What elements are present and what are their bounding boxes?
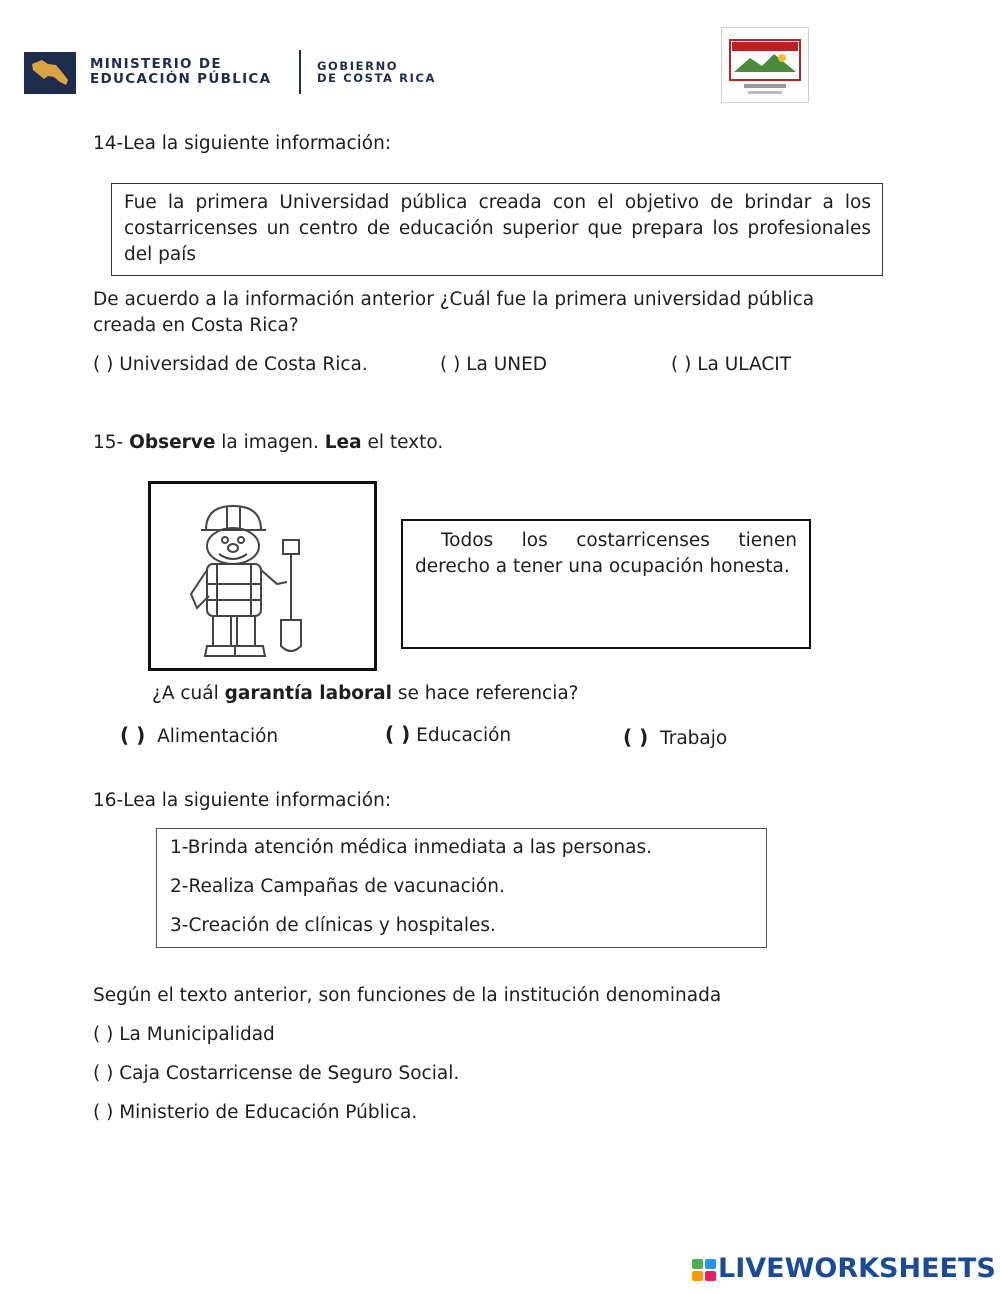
ministry-name: [90, 57, 271, 87]
q14-prompt: 14-Lea la siguiente información:: [93, 133, 392, 154]
option-label: Trabajo: [660, 728, 728, 749]
q15-passage: Todos los costarricenses tienen derecho a tener una ocupación honesta.: [415, 530, 797, 577]
q15-option-3[interactable]: [623, 724, 727, 752]
option-marker[interactable]: ( ): [385, 722, 411, 746]
option-label: La Municipalidad: [119, 1024, 275, 1045]
q15-prompt: [93, 430, 443, 456]
q16-item-1: 1-Brinda atención médica inmediata a las personas.: [170, 837, 652, 858]
q14-passage-box: [111, 183, 883, 276]
q16-info-box: [156, 828, 767, 948]
option-label: La ULACIT: [697, 354, 792, 375]
q14-option-2[interactable]: [440, 352, 547, 378]
option-marker[interactable]: ( ): [623, 725, 649, 749]
q15-text1: la imagen.: [221, 432, 319, 453]
option-label: Universidad de Costa Rica.: [119, 354, 368, 375]
q15-passage-box: [401, 519, 811, 649]
option-label: La UNED: [466, 354, 548, 375]
gov-line2: DE COSTA RICA: [317, 71, 437, 85]
q16-option-2[interactable]: [93, 1061, 459, 1087]
ministry-line1: MINISTERIO DE: [90, 56, 222, 72]
construction-worker-illustration: [151, 484, 374, 668]
ministry-line2: EDUCACIÓN PÚBLICA: [90, 71, 272, 87]
q14-question-line2: creada en Costa Rica?: [93, 315, 299, 336]
q16-option-1[interactable]: [93, 1022, 275, 1048]
liveworksheets-brand[interactable]: LIVEWORKSHEETS: [718, 1253, 996, 1284]
q14-option-3[interactable]: [671, 352, 791, 378]
q15-text2: el texto.: [367, 432, 444, 453]
q15-question-bold: garantía laboral: [224, 683, 392, 704]
q15-verb-lea: Lea: [324, 432, 362, 453]
liveworksheets-logo-icon: [692, 1259, 718, 1281]
gov-line1: GOBIERNO: [317, 59, 399, 73]
q15-option-1[interactable]: [120, 722, 278, 750]
q14-question-line1: De acuerdo a la información anterior ¿Cuál fue la primera universidad pública: [93, 289, 815, 310]
option-marker[interactable]: ( ): [440, 354, 461, 375]
q14-option-1[interactable]: [93, 352, 368, 378]
q15-option-2[interactable]: [385, 721, 511, 749]
costa-rica-map-icon: [24, 52, 76, 94]
q15-question-post: se hace referencia?: [397, 683, 579, 704]
school-crest-icon: [722, 28, 808, 102]
worker-image-frame: [148, 481, 377, 671]
option-label: Ministerio de Educación Pública.: [119, 1102, 418, 1123]
q15-verb-observe: Observe: [129, 432, 216, 453]
school-crest: [721, 27, 809, 103]
option-marker[interactable]: ( ): [120, 723, 146, 747]
government-name: [317, 60, 436, 84]
option-marker[interactable]: ( ): [93, 1102, 114, 1123]
q14-passage: Fue la primera Universidad pública creada con el objetivo de brindar a los costarricenses un centro de educación superior que prepara los profesionales del país: [124, 192, 871, 265]
q15-question: [152, 681, 579, 707]
header-divider: [299, 50, 301, 94]
option-marker[interactable]: ( ): [93, 354, 114, 375]
option-label: Educación: [416, 725, 512, 746]
mep-logo: [24, 52, 76, 94]
q16-item-3: 3-Creación de clínicas y hospitales.: [170, 915, 496, 936]
option-label: Caja Costarricense de Seguro Social.: [119, 1063, 460, 1084]
option-marker[interactable]: ( ): [93, 1063, 114, 1084]
q16-question: Según el texto anterior, son funciones de la institución denominada: [93, 985, 722, 1006]
option-marker[interactable]: ( ): [671, 354, 692, 375]
q16-option-3[interactable]: [93, 1100, 417, 1126]
q15-question-pre: ¿A cuál: [152, 683, 219, 704]
q16-prompt: 16-Lea la siguiente información:: [93, 790, 392, 811]
option-marker[interactable]: ( ): [93, 1024, 114, 1045]
option-label: Alimentación: [157, 726, 279, 747]
q15-number: 15-: [93, 432, 124, 453]
q16-item-2: 2-Realiza Campañas de vacunación.: [170, 876, 505, 897]
